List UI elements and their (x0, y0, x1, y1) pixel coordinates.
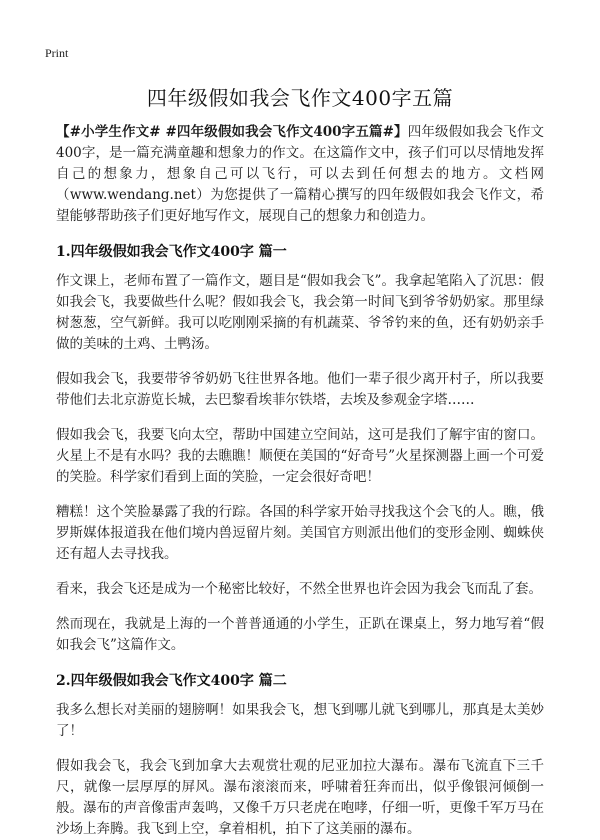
paragraph: 假如我会飞，我要飞向太空，帮助中国建立空间站，这可是我们了解宇宙的窗口。火星上不是有水吗？我的去瞧瞧！顺便在美国的“好奇号”火星探测器上画一个可爱的笑脸。科学家们看到上面的笑脸，一定会很好奇吧！ (56, 427, 544, 485)
intro-tags: 【#小学生作文# #四年级假如我会飞作文400字五篇#】 (56, 124, 408, 140)
intro-text: 四年级假如我会飞作文400字，是一篇充满童趣和想象力的作文。在这篇作文中，孩子们可以尽情地发挥自己的想象力，想象自己可以飞行，可以去到任何想去的地方。文档网（www.wendang.net）为您提供了一篇精心撰写的四年级假如我会飞作文，希望能够帮助孩子们更好地写作文，展现自己的想象力和创造力。 (56, 124, 544, 224)
print-label: Print (45, 46, 69, 60)
paragraph: 假如我会飞，我会飞到加拿大去观赏壮观的尼亚加拉大瀑布。瀑布飞流直下三千尺，就像一层厚厚的屏风。瀑布滚滚而来，呼啸着狂奔而出，似乎像银河倾倒一般。瀑布的声音像雷声轰鸣，又像千万只老虎在咆哮，仔细一听，更像千军万马在沙场上奔腾。我飞到上空，拿着相机，拍下了这美丽的瀑布。 (56, 758, 544, 837)
paragraph: 作文课上，老师布置了一篇作文，题目是“假如我会飞”。我拿起笔陷入了沉思：假如我会飞，我要做些什么呢？假如我会飞，我会第一时间飞到爷爷奶奶家。那里绿树葱葱，空气新鲜。我可以吃刚刚采摘的有机蔬菜、爷爷钓来的鱼，还有奶奶亲手做的美味的土鸡、土鸭汤。 (56, 273, 544, 352)
paragraph: 假如我会飞，我要带爷爷奶奶飞往世界各地。他们一辈子很少离开村子，所以我要带他们去北京游览长城，去巴黎看埃菲尔铁塔，去埃及参观金字塔…… (56, 371, 544, 408)
paragraph: 看来，我会飞还是成为一个秘密比较好，不然全世界也许会因为我会飞而乱了套。 (56, 581, 542, 597)
document-title: 四年级假如我会飞作文400字五篇 (146, 86, 454, 110)
section-heading-2: 2.四年级假如我会飞作文400字 篇二 (56, 673, 287, 689)
section-heading-1: 1.四年级假如我会飞作文400字 篇一 (56, 244, 287, 260)
paragraph: 糟糕！这个笑脸暴露了我的行踪。各国的科学家开始寻找我这个会飞的人。瞧，俄罗斯媒体报道我在他们境内兽逗留片刻。美国官方则派出他们的变形金刚、蜘蛛侠还有超人去寻找我。 (56, 504, 544, 562)
paragraph: 然而现在，我就是上海的一个普普通通的小学生，正趴在课桌上，努力地写着“假如我会飞”这篇作文。 (56, 616, 544, 653)
paragraph: 我多么想长对美丽的翅膀啊！如果我会飞，想飞到哪儿就飞到哪儿，那真是太美妙了！ (56, 702, 544, 739)
intro-paragraph (56, 122, 544, 227)
document-body (56, 122, 544, 840)
